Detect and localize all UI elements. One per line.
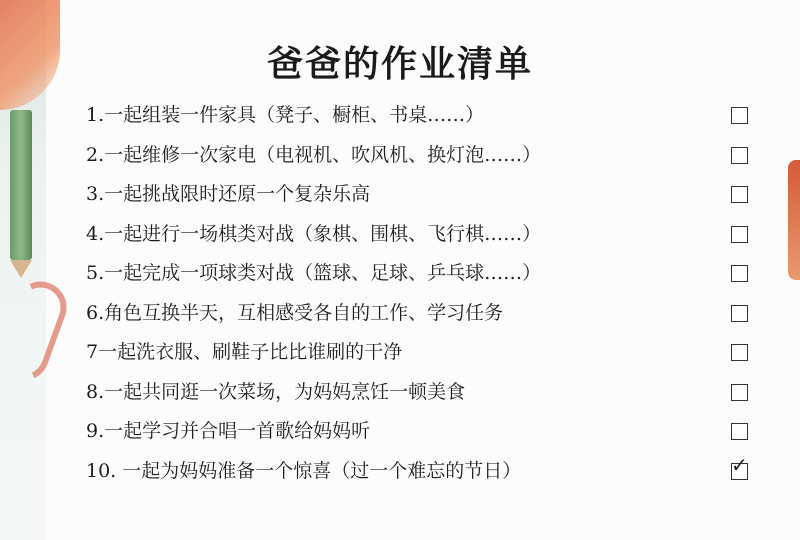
- checkbox-icon[interactable]: [731, 265, 748, 282]
- checkbox-icon[interactable]: [731, 147, 748, 164]
- pencil-illustration: [10, 110, 32, 260]
- checklist-item-text: 7一起洗衣服、刷鞋子比比谁刷的干净: [86, 341, 403, 363]
- checklist-item-text: 1.一起组装一件家具（凳子、橱柜、书桌……）: [86, 104, 485, 126]
- checkbox-icon[interactable]: [731, 186, 748, 203]
- checklist-item: [86, 175, 776, 215]
- checkmark-icon: ✓: [731, 452, 748, 477]
- checklist-item-text: 10. 一起为妈妈准备一个惊喜（过一个难忘的节日）: [86, 459, 522, 482]
- checklist-item-text: 3.一起挑战限时还原一个复杂乐高: [86, 183, 371, 205]
- checklist-item-text: 6.角色互换半天，互相感受各自的工作、学习任务: [86, 301, 504, 324]
- checklist-item: [86, 333, 776, 373]
- checkbox-icon[interactable]: [731, 384, 748, 401]
- checklist-item: [86, 215, 776, 255]
- checklist-item: [86, 294, 776, 334]
- checkbox-icon[interactable]: [731, 305, 748, 322]
- homework-checklist: [86, 96, 776, 491]
- checklist-item-text: 9.一起学习并合唱一首歌给妈妈听: [86, 420, 371, 442]
- checklist-item-text: 2.一起维修一次家电（电视机、吹风机、换灯泡……）: [86, 143, 542, 166]
- checklist-item: [86, 96, 776, 136]
- checklist-item-text: 4.一起进行一场棋类对战（象棋、围棋、飞行棋……）: [86, 222, 542, 245]
- checkbox-icon[interactable]: [731, 344, 748, 361]
- checklist-item: [86, 136, 776, 176]
- page-title: 爸爸的作业清单: [266, 44, 533, 85]
- checklist-item: [86, 452, 776, 492]
- checklist-item-text: 5.一起完成一项球类对战（篮球、足球、乒乓球……）: [86, 262, 542, 284]
- checklist-item: [86, 254, 776, 294]
- checkbox-icon[interactable]: [731, 226, 748, 243]
- checklist-item: [86, 412, 776, 452]
- checkbox-icon[interactable]: [731, 452, 748, 480]
- checkbox-icon[interactable]: [731, 423, 748, 440]
- decorative-border-right: [788, 160, 800, 280]
- checkbox-icon[interactable]: [731, 107, 748, 124]
- checklist-item: [86, 373, 776, 413]
- checklist-item-text: 8.一起共同逛一次菜场，为妈妈烹饪一顿美食: [86, 380, 466, 403]
